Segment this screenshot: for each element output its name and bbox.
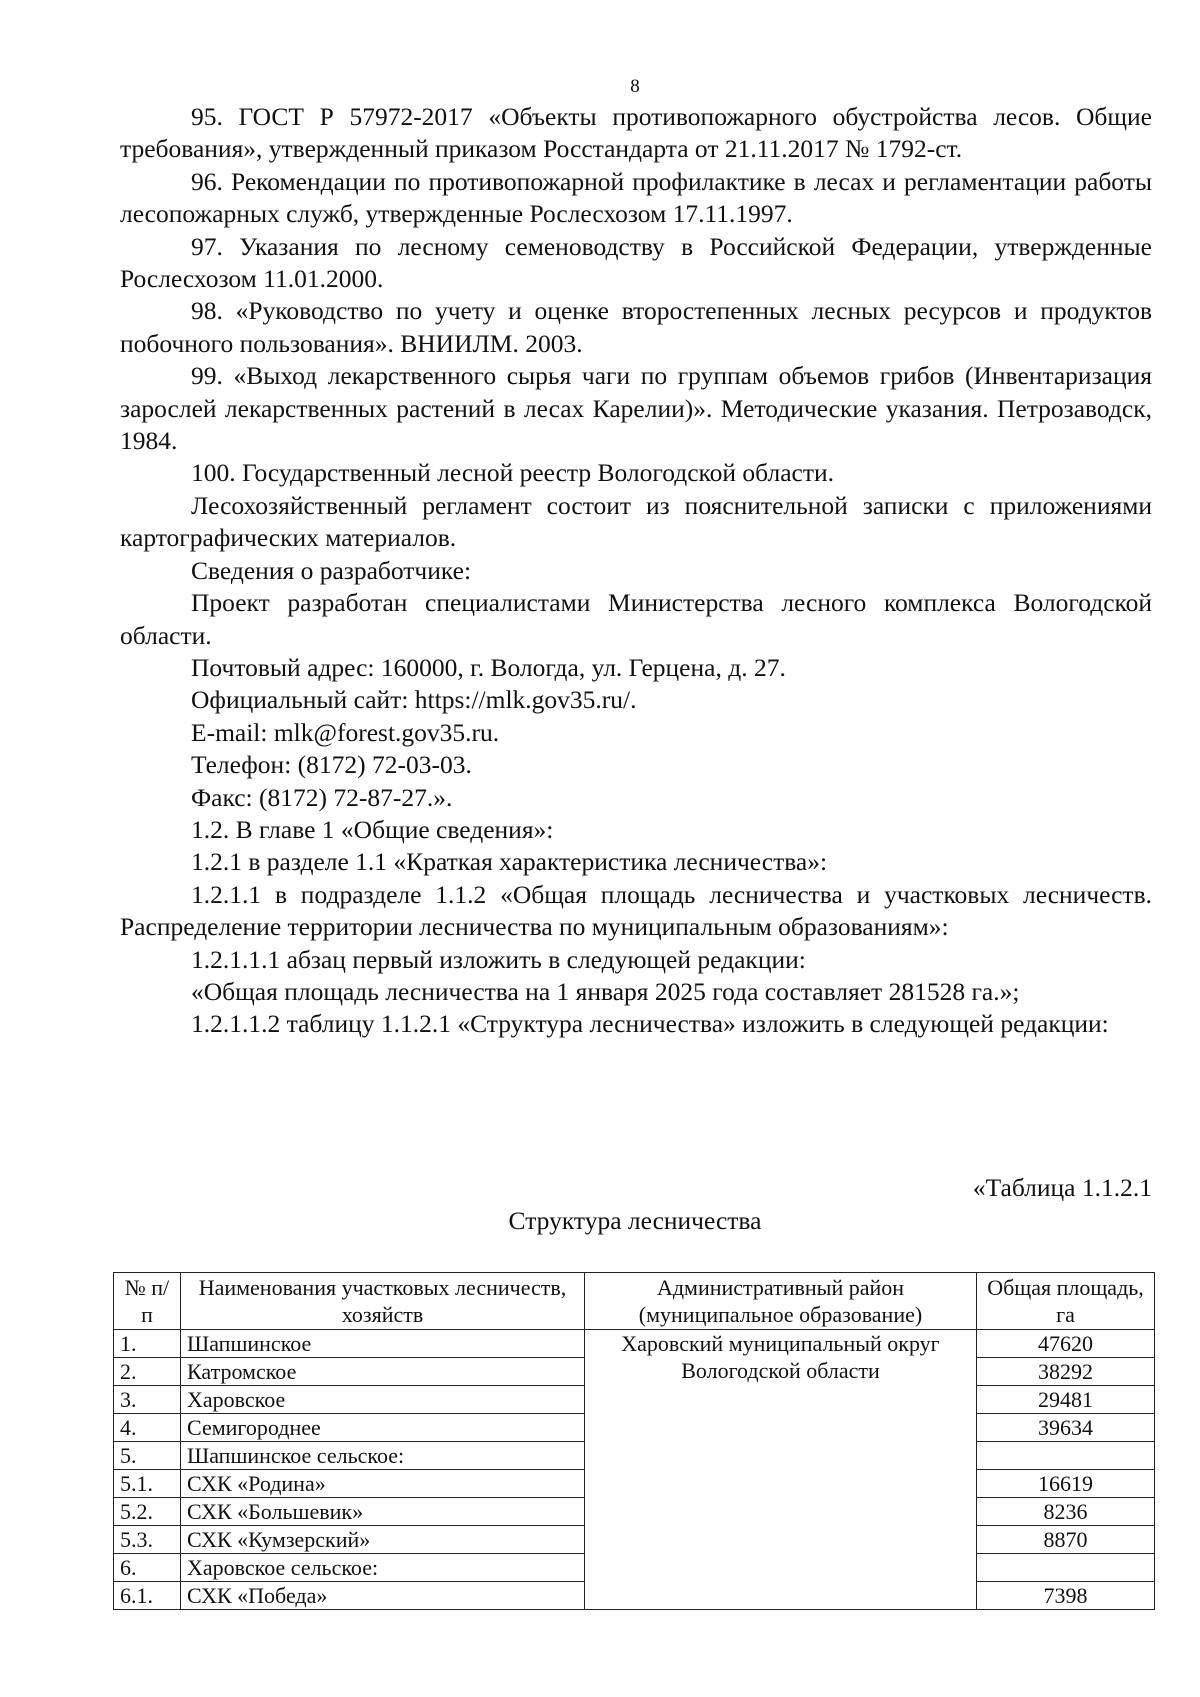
paragraph-95: 95. ГОСТ Р 57972-2017 «Объекты противопожарного обустройства лесов. Общие требования», утвержденный приказом Росстандарта от 21.11.2017 № 1792-ст. [120,102,1152,164]
table-title: Структура лесничества [508,1206,762,1235]
paragraph-100: 100. Государственный лесной реестр Вологодской области. [191,458,835,488]
page-number: 8 [630,76,640,97]
paragraph-regulation-structure: Лесохозяйственный регламент состоит из пояснительной записки с приложениями картографических материалов. [120,490,1152,553]
cell-name: Семигороднее [181,1414,585,1442]
cell-name: СХК «Большевик» [181,1498,585,1526]
table-label: «Таблица 1.1.2.1 [972,1173,1152,1202]
cell-area: 38292 [977,1358,1155,1386]
cell-area [977,1554,1155,1582]
paragraph-phone: Телефон: (8172) 72-03-03. [191,750,472,780]
paragraph-postal-address: Почтовый адрес: 160000, г. Вологда, ул. Герцена, д. 27. [191,652,786,682]
cell-num: 4. [114,1414,181,1442]
cell-area: 7398 [977,1582,1155,1610]
cell-num: 5.3. [114,1526,181,1554]
table-header-row [114,1273,1155,1330]
header-district: Административный район (муниципальное образование) [585,1273,977,1330]
paragraph-1-2-1: 1.2.1 в разделе 1.1 «Краткая характеристика лесничества»: [191,847,828,877]
header-num: № п/п [114,1273,181,1330]
paragraph-1-2-1-1: 1.2.1.1 в подразделе 1.1.2 «Общая площадь лесничества и участковых лесничеств. Распределение территории лесничества по муниципальным образованиям»: [120,879,1152,942]
cell-district: Харовский муниципальный округ Вологодской области [585,1330,977,1610]
document-body [120,101,1152,1041]
paragraph-1-2: 1.2. В главе 1 «Общие сведения»: [191,814,554,844]
cell-area: 16619 [977,1470,1155,1498]
cell-num: 6.1. [114,1582,181,1610]
paragraph-developer-heading: Сведения о разработчике: [191,555,472,585]
paragraph-99: 99. «Выход лекарственного сырья чаги по группам объемов грибов (Инвентаризация зарослей лекарственных растений в лесах Карелии)». Методические указания. Петрозаводск, 1984. [120,361,1152,456]
cell-num: 6. [114,1554,181,1582]
cell-num: 3. [114,1386,181,1414]
paragraph-website: Официальный сайт: https://mlk.gov35.ru/. [191,685,637,715]
cell-num: 1. [114,1330,181,1358]
paragraph-email: E-mail: mlk@forest.gov35.ru. [191,717,500,747]
cell-name: Харовское сельское: [181,1554,585,1582]
cell-area: 39634 [977,1414,1155,1442]
cell-area: 47620 [977,1330,1155,1358]
cell-area: 8870 [977,1526,1155,1554]
paragraph-97: 97. Указания по лесному семеноводству в Российской Федерации, утвержденные Рослесхозом 11.01.2000. [120,231,1152,294]
cell-num: 5. [114,1442,181,1470]
cell-area: 29481 [977,1386,1155,1414]
table-row [114,1330,1155,1358]
cell-name: СХК «Победа» [181,1582,585,1610]
paragraph-96: 96. Рекомендации по противопожарной профилактике в лесах и регламентации работы лесопожарных служб, утвержденные Рослесхозом 17.11.1997. [120,166,1152,229]
paragraph-1-2-1-1-1: 1.2.1.1.1 абзац первый изложить в следующей редакции: [191,944,806,974]
paragraph-developer: Проект разработан специалистами Министерства лесного комплекса Вологодской области. [120,588,1152,650]
header-area: Общая площадь, га [977,1273,1155,1330]
forestry-structure-table [113,1272,1155,1610]
cell-name: Катромское [181,1358,585,1386]
cell-num: 5.2. [114,1498,181,1526]
cell-name: Шапшинское [181,1330,585,1358]
cell-name: СХК «Кумзерский» [181,1526,585,1554]
paragraph-98: 98. «Руководство по учету и оценке второстепенных лесных ресурсов и продуктов побочного пользования». ВНИИЛМ. 2003. [120,296,1152,358]
cell-area [977,1442,1155,1470]
cell-name: СХК «Родина» [181,1470,585,1498]
cell-area: 8236 [977,1498,1155,1526]
paragraph-total-area: «Общая площадь лесничества на 1 января 2025 года составляет 281528 га.»; [191,976,1020,1006]
paragraph-fax: Факс: (8172) 72-87-27.». [191,782,453,812]
paragraph-1-2-1-1-2: 1.2.1.1.2 таблицу 1.1.2.1 «Структура лесничества» изложить в следующей редакции: [191,1009,1109,1039]
cell-num: 5.1. [114,1470,181,1498]
cell-name: Шапшинское сельское: [181,1442,585,1470]
header-name: Наименования участковых лесничеств, хозяйств [181,1273,585,1330]
cell-num: 2. [114,1358,181,1386]
cell-name: Харовское [181,1386,585,1414]
